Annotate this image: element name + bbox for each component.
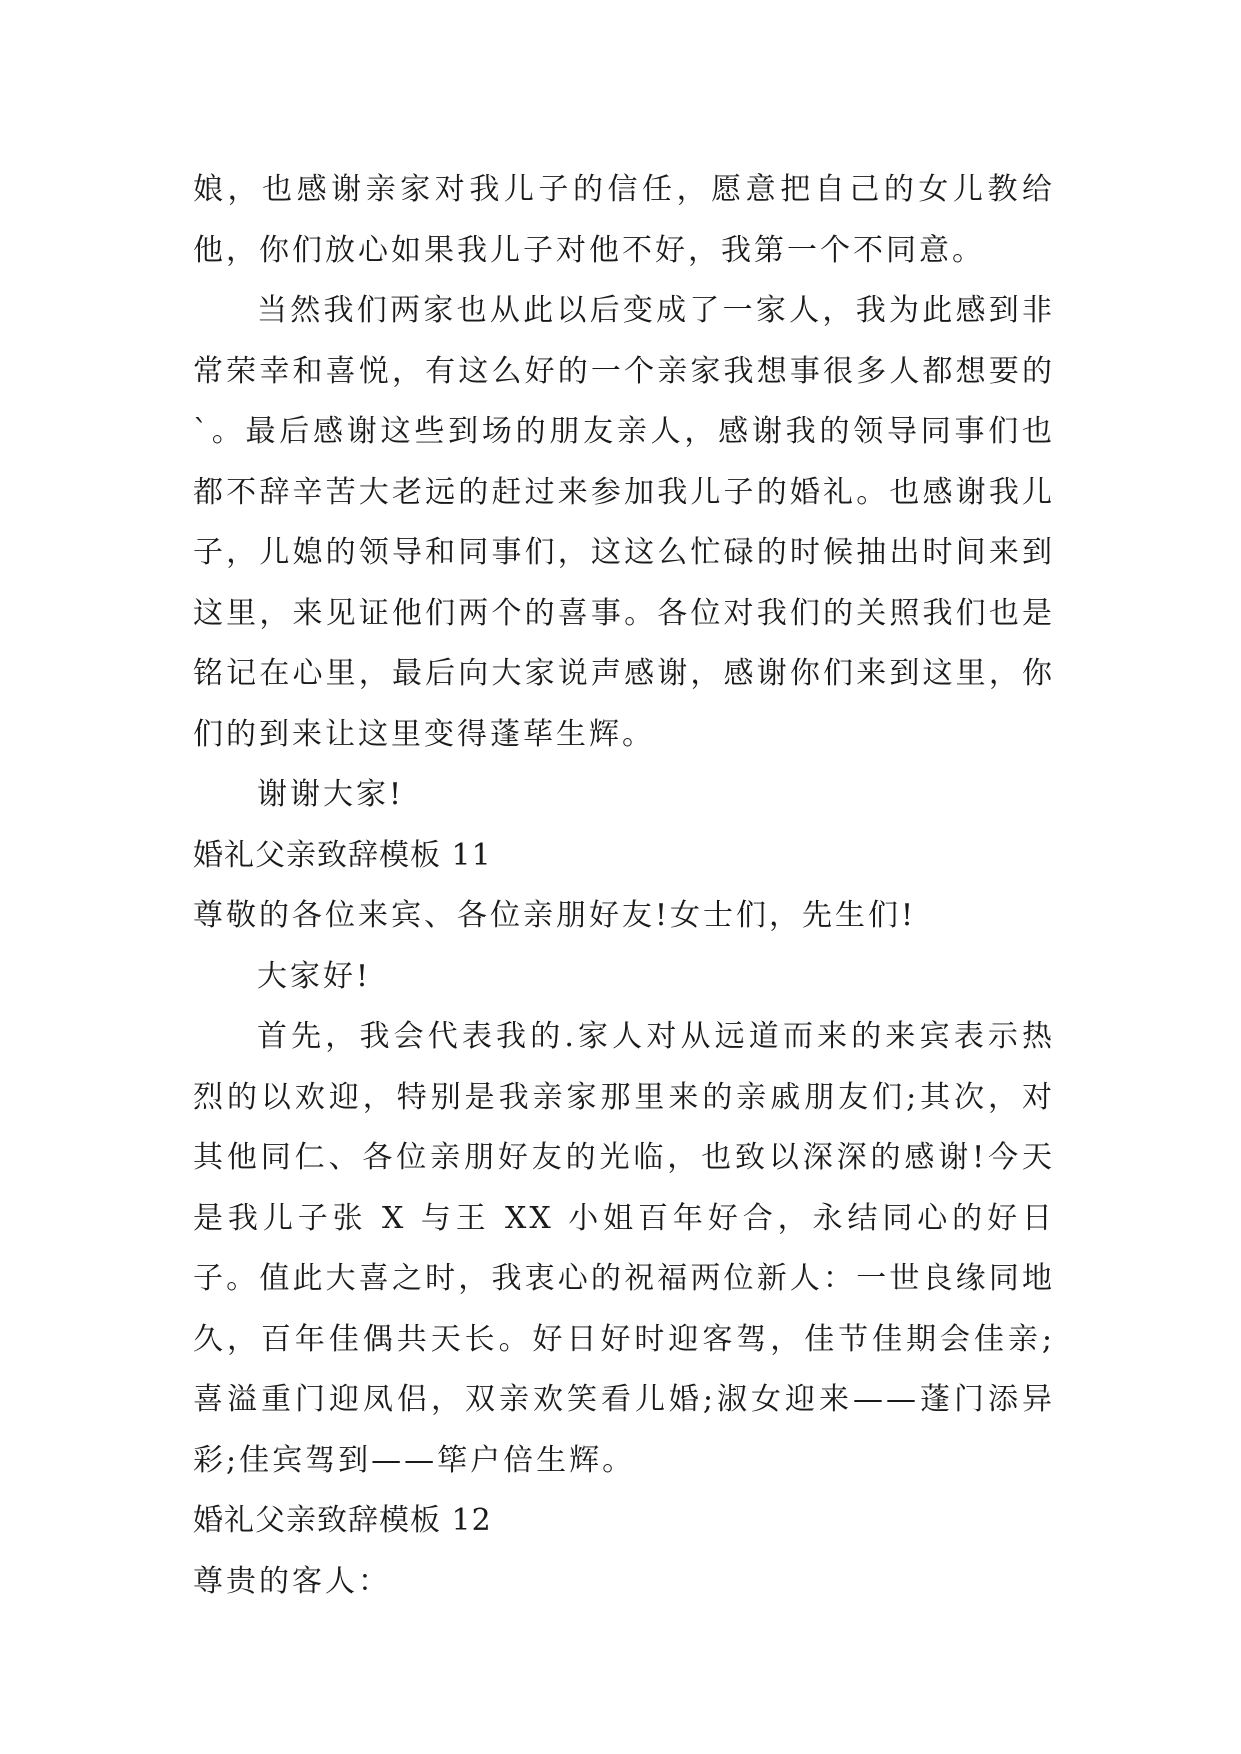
- section-heading: 婚礼父亲致辞模板 11: [193, 837, 492, 873]
- paragraph: 尊敬的各位来宾、各位亲朋好友!女士们，先生们!: [193, 898, 917, 933]
- document-body: [193, 160, 1055, 1612]
- paragraph: 尊贵的客人：: [193, 1563, 391, 1599]
- paragraph: 首先，我会代表我的.家人对从远道而来的来宾表示热烈的以欢迎，特别是我亲家那里来的亲戚朋友们;其次，对其他同仁、各位亲朋好友的光临，也致以深深的感谢!今天是我儿子张 X 与王 XX 小姐百年好合，永结同心的好日子。值此大喜之时，我衷心的祝福两位新人：一世良缘同地久，百年佳偶共天长。好日好时迎客驾，佳节佳期会佳亲;喜溢重门迎凤侣，双亲欢笑看儿婚;淑女迎来——蓬门添异彩;佳宾驾到——筚户倍生辉。: [193, 1019, 1055, 1478]
- paragraph: 大家好!: [257, 958, 372, 994]
- paragraph: 当然我们两家也从此以后变成了一家人，我为此感到非常荣幸和喜悦，有这么好的一个亲家我想事很多人都想要的`。最后感谢这些到场的朋友亲人，感谢我的领导同事们也都不辞辛苦大老远的赶过来参加我儿子的婚礼。也感谢我儿子，儿媳的领导和同事们，这这么忙碌的时候抽出时间来到这里，来见证他们两个的喜事。各位对我们的关照我们也是铭记在心里，最后向大家说声感谢，感谢你们来到这里，你们的到来让这里变得蓬荜生辉。: [193, 293, 1055, 752]
- section-heading: 婚礼父亲致辞模板 12: [193, 1503, 492, 1538]
- paragraph: 娘，也感谢亲家对我儿子的信任，愿意把自己的女儿教给他，你们放心如果我儿子对他不好，我第一个不同意。: [193, 172, 1055, 268]
- paragraph: 谢谢大家!: [257, 777, 405, 812]
